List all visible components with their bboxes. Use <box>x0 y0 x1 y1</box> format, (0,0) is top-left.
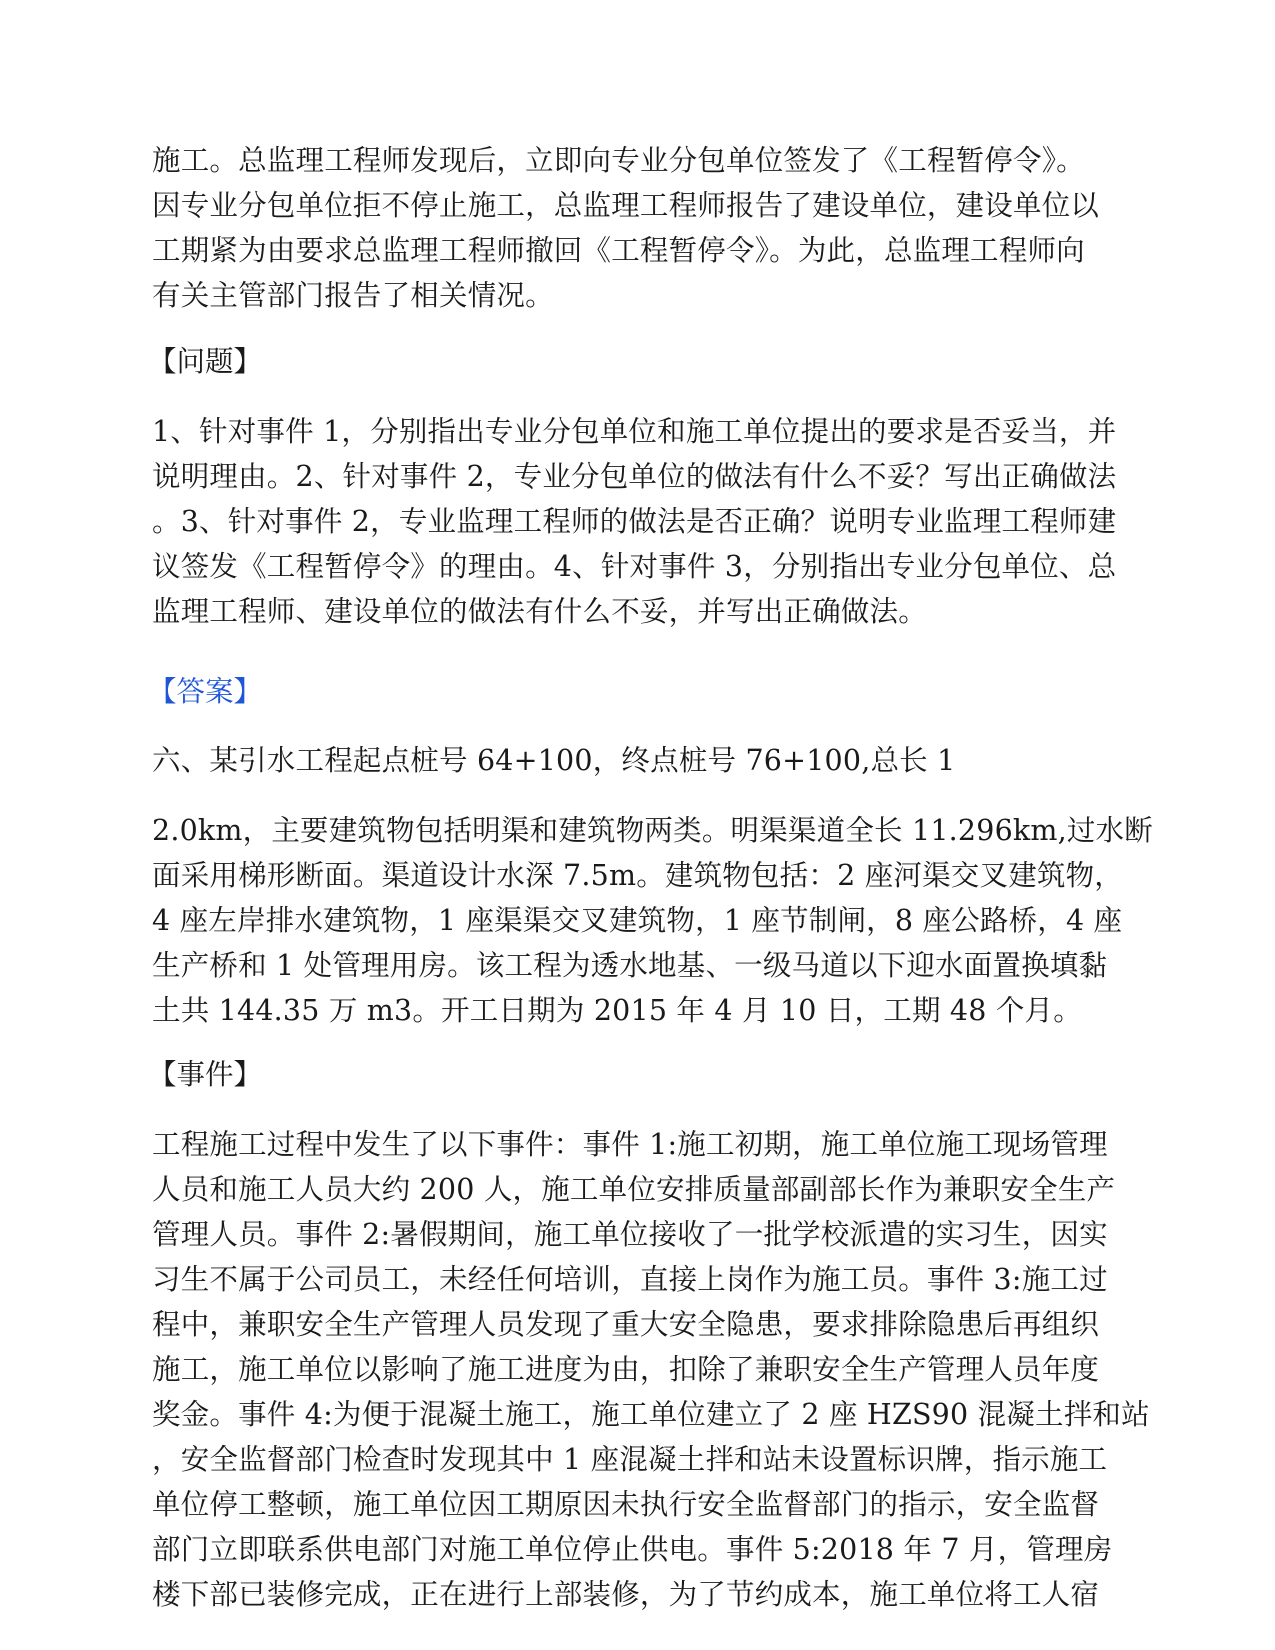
event-line: 习生不属于公司员工，未经任何培训，直接上岗作为施工员。事件 3:施工过 <box>152 1263 1108 1296</box>
event-line: ，安全监督部门检查时发现其中 1 座混凝土拌和站未设置标识牌，指示施工 <box>152 1443 1108 1476</box>
event-line: 管理人员。事件 2:暑假期间，施工单位接收了一批学校派遣的实习生，因实 <box>152 1218 1108 1251</box>
question-heading: 【问题】 <box>148 345 263 378</box>
intro-line: 因专业分包单位拒不停止施工，总监理工程师报告了建设单位，建设单位以 <box>152 189 1100 222</box>
event-line: 施工，施工单位以影响了施工进度为由，扣除了兼职安全生产管理人员年度 <box>152 1353 1100 1386</box>
event-line: 奖金。事件 4:为便于混凝土施工，施工单位建立了 2 座 HZS90 混凝土拌和站 <box>152 1398 1150 1431</box>
event-line: 单位停工整顿，施工单位因工期原因未执行安全监督部门的指示，安全监督 <box>152 1488 1100 1521</box>
answer-heading: 【答案】 <box>148 675 263 708</box>
section-line: 4 座左岸排水建筑物，1 座渠渠交叉建筑物，1 座节制闸，8 座公路桥，4 座 <box>152 904 1123 937</box>
intro-line: 工期紧为由要求总监理工程师撤回《工程暂停令》。为此，总监理工程师向 <box>152 234 1085 267</box>
section-line: 土共 144.35 万 m3。开工日期为 2015 年 4 月 10 日，工期 48 个月。 <box>152 994 1082 1027</box>
question-line: 说明理由。2、针对事件 2，专业分包单位的做法有什么不妥？写出正确做法 <box>152 460 1117 493</box>
intro-line: 有关主管部门报告了相关情况。 <box>152 279 554 312</box>
event-line: 人员和施工人员大约 200 人，施工单位安排质量部副部长作为兼职安全生产 <box>152 1173 1116 1206</box>
question-line: 议签发《工程暂停令》的理由。4、针对事件 3，分别指出专业分包单位、总 <box>152 550 1117 583</box>
question-line: 1、针对事件 1，分别指出专业分包单位和施工单位提出的要求是否妥当，并 <box>152 415 1117 448</box>
intro-line: 施工。总监理工程师发现后，立即向专业分包单位签发了《工程暂停令》。 <box>152 144 1085 177</box>
section-line: 2.0km，主要建筑物包括明渠和建筑物两类。明渠渠道全长 11.296km,过水断 <box>152 814 1153 847</box>
event-line: 程中，兼职安全生产管理人员发现了重大安全隐患，要求排除隐患后再组织 <box>152 1308 1100 1341</box>
event-heading: 【事件】 <box>148 1058 263 1091</box>
event-line: 工程施工过程中发生了以下事件：事件 1:施工初期，施工单位施工现场管理 <box>152 1128 1108 1161</box>
event-line: 部门立即联系供电部门对施工单位停止供电。事件 5:2018 年 7 月，管理房 <box>152 1533 1113 1566</box>
section-line: 生产桥和 1 处管理用房。该工程为透水地基、一级马道以下迎水面置换填黏 <box>152 949 1108 982</box>
section-first-line: 六、某引水工程起点桩号 64+100，终点桩号 76+100,总长 1 <box>152 744 956 777</box>
question-line: 。3、针对事件 2，专业监理工程师的做法是否正确？说明专业监理工程师建 <box>152 505 1117 538</box>
event-line: 楼下部已装修完成，正在进行上部装修，为了节约成本，施工单位将工人宿 <box>152 1578 1100 1611</box>
section-line: 面采用梯形断面。渠道设计水深 7.5m。建筑物包括：2 座河渠交叉建筑物， <box>152 859 1124 892</box>
question-line: 监理工程师、建设单位的做法有什么不妥，并写出正确做法。 <box>152 595 927 628</box>
